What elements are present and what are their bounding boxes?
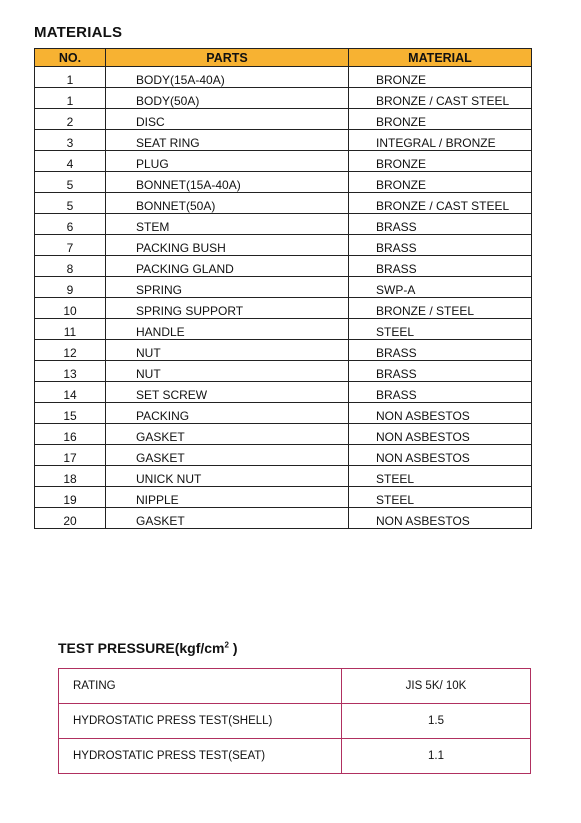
row-part: PACKING BUSH bbox=[106, 235, 349, 256]
row-no: 5 bbox=[35, 172, 106, 193]
table-row bbox=[35, 235, 532, 256]
test-pressure-table bbox=[58, 668, 531, 774]
table-row bbox=[35, 277, 532, 298]
table-row bbox=[59, 704, 531, 739]
table-row bbox=[35, 487, 532, 508]
row-no: 13 bbox=[35, 361, 106, 382]
test-label: HYDROSTATIC PRESS TEST(SHELL) bbox=[59, 704, 342, 739]
row-no: 3 bbox=[35, 130, 106, 151]
row-part: SET SCREW bbox=[106, 382, 349, 403]
row-part: SEAT RING bbox=[106, 130, 349, 151]
table-row bbox=[35, 214, 532, 235]
row-no: 18 bbox=[35, 466, 106, 487]
row-material: NON ASBESTOS bbox=[349, 424, 532, 445]
row-part: DISC bbox=[106, 109, 349, 130]
table-row bbox=[35, 67, 532, 88]
row-material: BRONZE / STEEL bbox=[349, 298, 532, 319]
table-row bbox=[35, 424, 532, 445]
row-part: HANDLE bbox=[106, 319, 349, 340]
table-row bbox=[35, 361, 532, 382]
row-no: 10 bbox=[35, 298, 106, 319]
row-part: NUT bbox=[106, 361, 349, 382]
table-row bbox=[35, 130, 532, 151]
row-part: GASKET bbox=[106, 445, 349, 466]
row-part: PACKING GLAND bbox=[106, 256, 349, 277]
table-row bbox=[59, 739, 531, 774]
test-value: 1.1 bbox=[342, 739, 531, 774]
row-material: BRONZE / CAST STEEL bbox=[349, 88, 532, 109]
row-material: BRONZE / CAST STEEL bbox=[349, 193, 532, 214]
table-row bbox=[35, 256, 532, 277]
row-material: STEEL bbox=[349, 466, 532, 487]
row-material: BRASS bbox=[349, 340, 532, 361]
row-no: 4 bbox=[35, 151, 106, 172]
table-row bbox=[35, 403, 532, 424]
row-part: PLUG bbox=[106, 151, 349, 172]
row-no: 1 bbox=[35, 67, 106, 88]
table-row bbox=[59, 669, 531, 704]
test-value: 1.5 bbox=[342, 704, 531, 739]
test-value: JIS 5K/ 10K bbox=[342, 669, 531, 704]
row-material: INTEGRAL / BRONZE bbox=[349, 130, 532, 151]
table-row bbox=[35, 88, 532, 109]
table-row bbox=[35, 319, 532, 340]
header-material: MATERIAL bbox=[349, 49, 532, 67]
row-material: NON ASBESTOS bbox=[349, 403, 532, 424]
row-no: 2 bbox=[35, 109, 106, 130]
row-no: 11 bbox=[35, 319, 106, 340]
row-part: BONNET(15A-40A) bbox=[106, 172, 349, 193]
row-material: STEEL bbox=[349, 319, 532, 340]
row-material: BRONZE bbox=[349, 109, 532, 130]
row-part: GASKET bbox=[106, 424, 349, 445]
header-no: NO. bbox=[35, 49, 106, 67]
row-part: STEM bbox=[106, 214, 349, 235]
row-material: BRASS bbox=[349, 235, 532, 256]
row-material: BRASS bbox=[349, 382, 532, 403]
row-material: BRONZE bbox=[349, 151, 532, 172]
row-material: BRASS bbox=[349, 361, 532, 382]
table-row bbox=[35, 508, 532, 529]
row-part: UNICK NUT bbox=[106, 466, 349, 487]
row-part: GASKET bbox=[106, 508, 349, 529]
row-part: BODY(15A-40A) bbox=[106, 67, 349, 88]
row-material: NON ASBESTOS bbox=[349, 445, 532, 466]
row-no: 14 bbox=[35, 382, 106, 403]
materials-table bbox=[34, 48, 532, 529]
table-row bbox=[35, 172, 532, 193]
table-row bbox=[35, 382, 532, 403]
test-label: RATING bbox=[59, 669, 342, 704]
row-part: NIPPLE bbox=[106, 487, 349, 508]
row-no: 1 bbox=[35, 88, 106, 109]
row-no: 15 bbox=[35, 403, 106, 424]
test-label: HYDROSTATIC PRESS TEST(SEAT) bbox=[59, 739, 342, 774]
row-material: BRONZE bbox=[349, 172, 532, 193]
table-row bbox=[35, 466, 532, 487]
table-row bbox=[35, 193, 532, 214]
row-material: BRASS bbox=[349, 256, 532, 277]
row-no: 19 bbox=[35, 487, 106, 508]
row-no: 7 bbox=[35, 235, 106, 256]
row-material: BRASS bbox=[349, 214, 532, 235]
row-no: 12 bbox=[35, 340, 106, 361]
row-part: NUT bbox=[106, 340, 349, 361]
header-parts: PARTS bbox=[106, 49, 349, 67]
table-row bbox=[35, 151, 532, 172]
row-part: BONNET(50A) bbox=[106, 193, 349, 214]
row-part: PACKING bbox=[106, 403, 349, 424]
row-no: 20 bbox=[35, 508, 106, 529]
materials-title: MATERIALS bbox=[34, 24, 123, 41]
materials-header-row bbox=[35, 49, 532, 67]
table-row bbox=[35, 109, 532, 130]
row-no: 17 bbox=[35, 445, 106, 466]
row-part: SPRING bbox=[106, 277, 349, 298]
row-material: BRONZE bbox=[349, 67, 532, 88]
row-material: NON ASBESTOS bbox=[349, 508, 532, 529]
row-material: STEEL bbox=[349, 487, 532, 508]
test-pressure-title: TEST $PRESSURE(kgf/cm^2$ ) bbox=[58, 640, 238, 656]
table-row bbox=[35, 445, 532, 466]
table-row bbox=[35, 340, 532, 361]
row-no: 8 bbox=[35, 256, 106, 277]
row-no: 9 bbox=[35, 277, 106, 298]
table-row bbox=[35, 298, 532, 319]
row-no: 16 bbox=[35, 424, 106, 445]
row-no: 5 bbox=[35, 193, 106, 214]
row-material: SWP-A bbox=[349, 277, 532, 298]
row-no: 6 bbox=[35, 214, 106, 235]
row-part: BODY(50A) bbox=[106, 88, 349, 109]
row-part: SPRING SUPPORT bbox=[106, 298, 349, 319]
